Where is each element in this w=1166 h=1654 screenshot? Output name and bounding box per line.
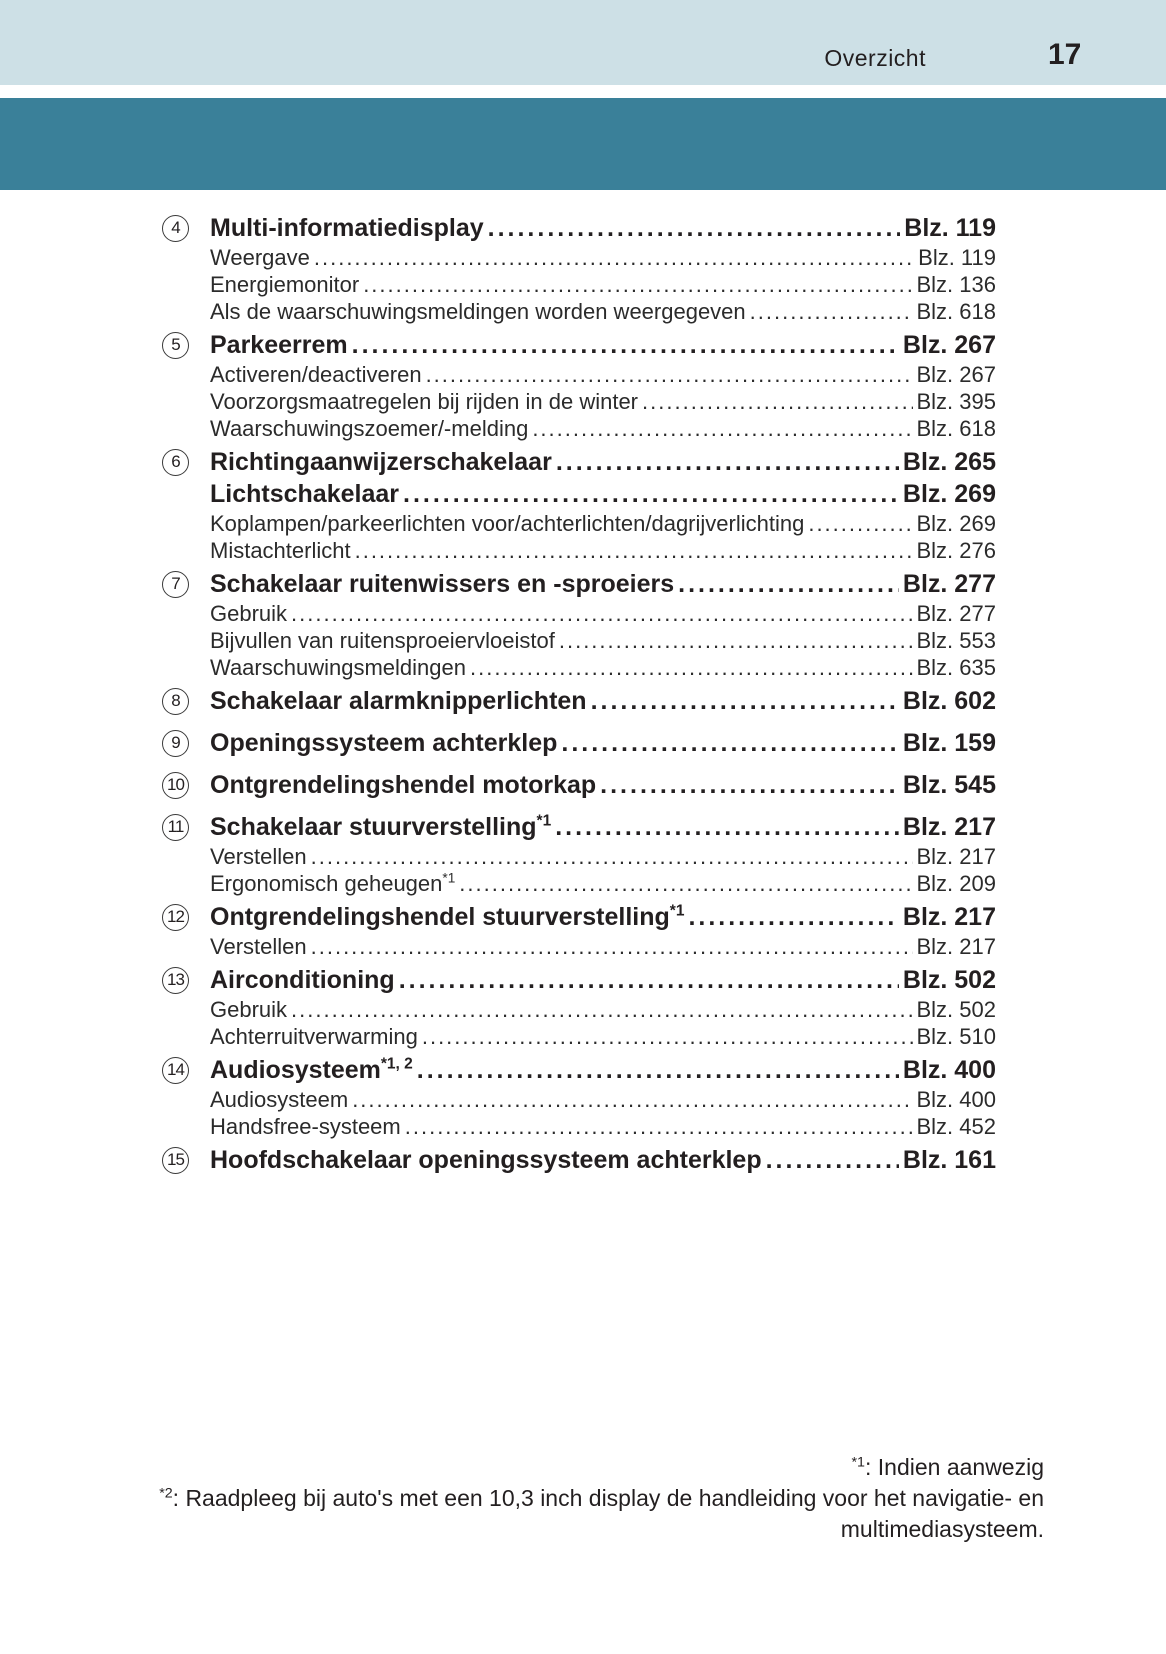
toc-group [162, 329, 996, 442]
toc-entry[interactable] [210, 964, 996, 996]
toc-subentry-label [210, 600, 287, 627]
toc-subentry-label [210, 870, 455, 897]
label-text: Ergonomisch geheugen [210, 871, 443, 896]
label-text: Koplampen/parkeerlichten voor/achterlichten/dagrijverlichting [210, 511, 805, 536]
label-text: Ontgrendelingshendel stuurverstelling [210, 903, 670, 931]
toc-entry[interactable] [210, 769, 996, 801]
label-text: Schakelaar alarmknipperlichten [210, 687, 587, 715]
callout-number: 15 [162, 1147, 189, 1174]
table-of-contents [162, 212, 996, 1186]
label-text: Bijvullen van ruitensproeiervloeistof [210, 628, 555, 653]
toc-entry-label [210, 769, 596, 801]
toc-entry-label [210, 212, 484, 244]
toc-entry-label [210, 568, 674, 600]
dot-leader [311, 933, 913, 960]
label-text: Parkeerrem [210, 331, 348, 359]
dot-leader [688, 901, 898, 933]
callout-number: 11 [162, 814, 189, 841]
toc-subentry[interactable] [210, 298, 996, 325]
callout-number: 5 [162, 332, 189, 359]
toc-subentry-label [210, 654, 466, 681]
callout-number: 4 [162, 215, 189, 242]
page-reference: Blz. 602 [902, 687, 996, 715]
page-reference: Blz. 159 [902, 729, 996, 757]
callout-number: 10 [162, 772, 189, 799]
dot-leader [291, 996, 912, 1023]
label-text: Verstellen [210, 934, 307, 959]
label-text: Verstellen [210, 844, 307, 869]
label-text: Multi-informatiedisplay [210, 214, 484, 242]
toc-subentry[interactable] [210, 1023, 996, 1050]
page-reference: Blz. 217 [916, 934, 996, 959]
label-text: Schakelaar stuurverstelling [210, 813, 537, 841]
footnotes [159, 1452, 1044, 1545]
toc-group [162, 811, 996, 897]
page-reference: Blz. 217 [902, 903, 996, 931]
page-reference: Blz. 400 [902, 1056, 996, 1084]
dot-leader [556, 446, 899, 478]
toc-entry-label [210, 727, 557, 759]
page-reference: Blz. 119 [904, 214, 996, 242]
dot-leader [488, 212, 901, 244]
toc-group [162, 212, 996, 325]
label-text: Lichtschakelaar [210, 480, 399, 508]
toc-group [162, 727, 996, 759]
label-text: Handsfree-systeem [210, 1114, 401, 1139]
callout-number: 14 [162, 1057, 189, 1084]
callout-number: 9 [162, 730, 189, 757]
toc-entry[interactable] [210, 446, 996, 478]
dot-leader [405, 1113, 913, 1140]
toc-entry[interactable] [210, 1144, 996, 1176]
toc-subentry[interactable] [210, 537, 996, 564]
footnote-2-cont [159, 1514, 1044, 1545]
toc-subentry[interactable] [210, 933, 996, 960]
toc-entry-label [210, 1054, 413, 1086]
dot-leader [642, 388, 912, 415]
label-text: Gebruik [210, 997, 288, 1022]
toc-group [162, 1144, 996, 1176]
footnote-2 [159, 1483, 1044, 1514]
page-reference: Blz. 510 [916, 1024, 996, 1049]
toc-entry-label [210, 446, 552, 478]
dot-leader [399, 964, 899, 996]
toc-group [162, 568, 996, 681]
toc-group [162, 964, 996, 1050]
page-reference: Blz. 217 [902, 813, 996, 841]
label-text: Ontgrendelingshendel motorkap [210, 771, 597, 799]
dot-leader [561, 727, 899, 759]
toc-subentry-label [210, 388, 638, 415]
dot-leader [808, 510, 912, 537]
toc-group [162, 446, 996, 564]
dot-leader [403, 478, 899, 510]
footnote-1-text: : Indien aanwezig [864, 1454, 1044, 1480]
toc-subentry[interactable] [210, 654, 996, 681]
toc-entry-label [210, 478, 399, 510]
toc-subentry-label [210, 298, 746, 325]
dot-leader [750, 298, 913, 325]
footnote-1 [159, 1452, 1044, 1483]
label-text: Audiosysteem [210, 1087, 349, 1112]
toc-entry[interactable] [210, 568, 996, 600]
page-reference: Blz. 119 [918, 245, 996, 270]
callout-number: 6 [162, 449, 189, 476]
footnote-reference: *1 [442, 870, 456, 886]
label-text: Airconditioning [210, 966, 395, 994]
footnote-2-text-line2: multimediasysteem. [840, 1516, 1044, 1542]
toc-subentry-label [210, 1023, 418, 1050]
dot-leader [559, 627, 913, 654]
dot-leader [591, 685, 899, 717]
toc-subentry-label [210, 244, 310, 271]
toc-entry[interactable] [210, 901, 996, 933]
page-reference: Blz. 545 [902, 771, 996, 799]
toc-subentry[interactable] [210, 510, 996, 537]
page-reference: Blz. 276 [916, 538, 996, 563]
dot-leader [532, 415, 912, 442]
dot-leader [678, 568, 899, 600]
toc-entry-label [210, 329, 348, 361]
toc-subentry-label [210, 996, 287, 1023]
label-text: Openingssysteem achterklep [210, 729, 558, 757]
toc-subentry-label [210, 1086, 348, 1113]
toc-subentry-label [210, 537, 351, 564]
dot-leader [352, 1086, 912, 1113]
label-text: Waarschuwingszoemer/-melding [210, 416, 529, 441]
footnote-1-mark: *1 [851, 1454, 865, 1471]
dot-leader [417, 1054, 899, 1086]
footnote-reference: *1, 2 [380, 1055, 413, 1073]
toc-group [162, 1054, 996, 1140]
toc-group [162, 901, 996, 960]
page-reference: Blz. 635 [916, 655, 996, 680]
toc-entry[interactable] [210, 811, 996, 843]
label-text: Gebruik [210, 601, 288, 626]
toc-subentry[interactable] [210, 271, 996, 298]
toc-subentry-label [210, 933, 307, 960]
dot-leader [470, 654, 913, 681]
toc-entry[interactable] [210, 478, 996, 510]
header-band [0, 0, 1166, 85]
label-text: Waarschuwingsmeldingen [210, 655, 466, 680]
toc-group [162, 769, 996, 801]
toc-subentry[interactable] [210, 1086, 996, 1113]
label-text: Hoofdschakelaar openingssysteem achterklep [210, 1146, 762, 1174]
dot-leader [426, 361, 913, 388]
label-text: Als de waarschuwingsmeldingen worden weergegeven [210, 299, 746, 324]
page-reference: Blz. 269 [902, 480, 996, 508]
page-reference: Blz. 502 [916, 997, 996, 1022]
page-reference: Blz. 265 [902, 448, 996, 476]
toc-subentry-label [210, 510, 804, 537]
page-reference: Blz. 502 [902, 966, 996, 994]
dot-leader [363, 271, 912, 298]
toc-entry-label [210, 685, 587, 717]
toc-entry[interactable] [210, 1054, 996, 1086]
section-banner [0, 98, 1166, 190]
label-text: Mistachterlicht [210, 538, 351, 563]
toc-subentry-label [210, 627, 555, 654]
toc-subentry-label [210, 843, 307, 870]
callout-number: 12 [162, 904, 189, 931]
dot-leader [766, 1144, 899, 1176]
toc-subentry[interactable] [210, 870, 996, 897]
page-reference: Blz. 452 [916, 1114, 996, 1139]
toc-subentry[interactable] [210, 600, 996, 627]
dot-leader [291, 600, 912, 627]
toc-entry-label [210, 901, 684, 933]
page-reference: Blz. 161 [902, 1146, 996, 1174]
toc-entry[interactable] [210, 212, 996, 244]
dot-leader [459, 870, 912, 897]
label-text: Schakelaar ruitenwissers en -sproeiers [210, 570, 675, 598]
toc-group [162, 685, 996, 717]
toc-subentry[interactable] [210, 415, 996, 442]
toc-subentry-label [210, 1113, 401, 1140]
footnote-reference: *1 [669, 902, 685, 920]
toc-subentry-label [210, 415, 528, 442]
toc-subentry[interactable] [210, 996, 996, 1023]
section-title: Overzicht [824, 45, 926, 71]
page-reference: Blz. 267 [902, 331, 996, 359]
toc-subentry[interactable] [210, 388, 996, 415]
toc-entry[interactable] [210, 727, 996, 759]
page-reference: Blz. 136 [916, 272, 996, 297]
page-reference: Blz. 269 [916, 511, 996, 536]
toc-subentry-label [210, 361, 422, 388]
footnote-2-mark: *2 [159, 1485, 173, 1502]
toc-entry-label [210, 964, 395, 996]
toc-entry-label [210, 1144, 762, 1176]
page-reference: Blz. 277 [902, 570, 996, 598]
page-reference: Blz. 277 [916, 601, 996, 626]
toc-subentry-label [210, 271, 359, 298]
dot-leader [314, 244, 914, 271]
label-text: Voorzorgsmaatregelen bij rijden in de winter [210, 389, 639, 414]
page-reference: Blz. 209 [916, 871, 996, 896]
dot-leader [352, 329, 899, 361]
page-reference: Blz. 217 [916, 844, 996, 869]
callout-number: 13 [162, 967, 189, 994]
label-text: Energiemonitor [210, 272, 360, 297]
toc-entry[interactable] [210, 685, 996, 717]
label-text: Weergave [210, 245, 310, 270]
page-number: 17 [1048, 38, 1082, 71]
dot-leader [355, 537, 913, 564]
page-reference: Blz. 400 [916, 1087, 996, 1112]
toc-subentry[interactable] [210, 361, 996, 388]
dot-leader [311, 843, 913, 870]
label-text: Richtingaanwijzerschakelaar [210, 448, 552, 476]
dot-leader [555, 811, 899, 843]
label-text: Achterruitverwarming [210, 1024, 418, 1049]
page-reference: Blz. 618 [916, 299, 996, 324]
toc-subentry[interactable] [210, 843, 996, 870]
footnote-reference: *1 [536, 812, 552, 830]
toc-entry[interactable] [210, 329, 996, 361]
toc-entry-label [210, 811, 551, 843]
toc-subentry[interactable] [210, 244, 996, 271]
toc-subentry[interactable] [210, 627, 996, 654]
callout-number: 8 [162, 688, 189, 715]
page-reference: Blz. 618 [916, 416, 996, 441]
label-text: Audiosysteem [210, 1056, 381, 1084]
page-reference: Blz. 395 [916, 389, 996, 414]
label-text: Activeren/deactiveren [210, 362, 422, 387]
callout-number: 7 [162, 571, 189, 598]
dot-leader [600, 769, 899, 801]
toc-subentry[interactable] [210, 1113, 996, 1140]
page-reference: Blz. 267 [916, 362, 996, 387]
dot-leader [422, 1023, 913, 1050]
footnote-2-text-line1: : Raadpleeg bij auto's met een 10,3 inch display de handleiding voor het navigatie- en [172, 1485, 1044, 1511]
page-reference: Blz. 553 [916, 628, 996, 653]
